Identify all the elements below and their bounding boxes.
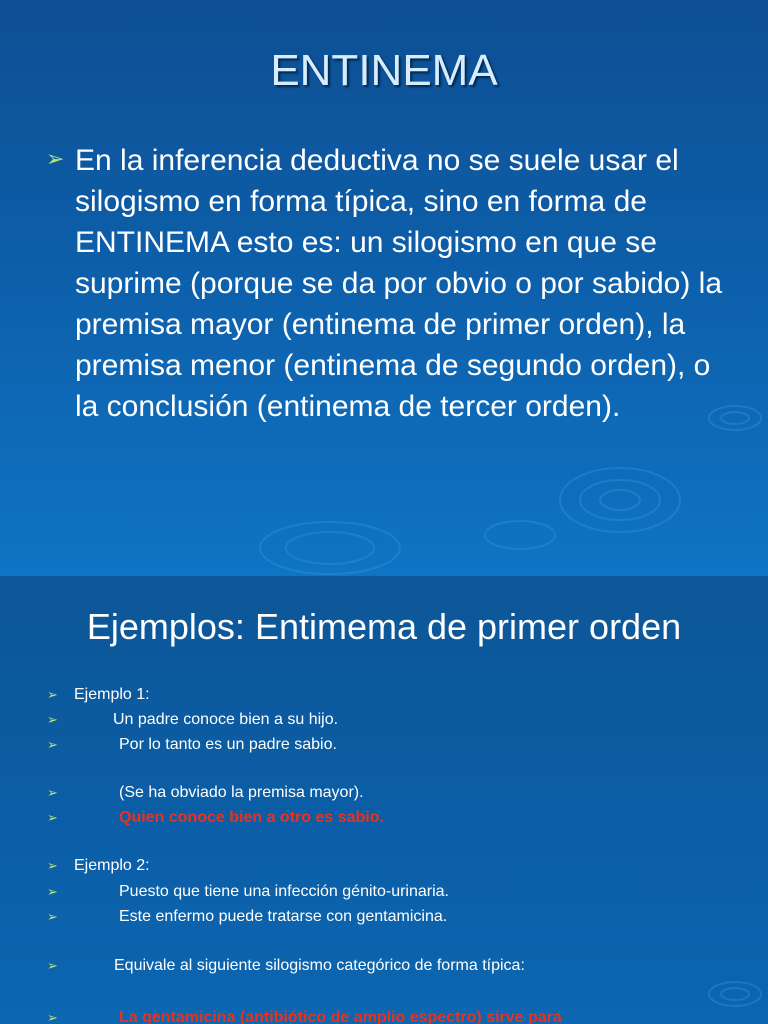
list-item-text: Por lo tanto es un padre sabio. [119, 736, 337, 753]
list-item [47, 806, 747, 830]
arrow-bullet-icon: ➢ [47, 1010, 58, 1024]
arrow-bullet-icon: ➢ [47, 810, 58, 825]
arrow-bullet-icon: ➢ [47, 737, 58, 752]
list-item-text-highlight: La gentamicina (antibiótico de amplio espectro) sirve para [119, 1009, 562, 1024]
main-bullet-text: En la inferencia deductiva no se suele usar el silogismo en forma típica, sino en forma de ENTINEMA esto es: un silogismo en que se suprime (porque se da por obvio o por sabido) la premisa mayor (entinema de primer orden), la premisa menor (entinema de segundo orden), o la conclusión (entinema de tercer orden). [75, 144, 723, 423]
arrow-bullet-icon: ➢ [47, 785, 58, 800]
arrow-bullet-icon: ➢ [47, 909, 58, 924]
arrow-bullet-icon: ➢ [47, 687, 58, 702]
list-item-text: Este enfermo puede tratarse con gentamicina. [119, 908, 448, 925]
list-item-text: Ejemplo 1: [74, 686, 150, 703]
slide-2-title: Ejemplos: Entimema de primer orden [86, 606, 682, 647]
arrow-bullet-icon: ➢ [47, 958, 58, 973]
list-item [47, 733, 747, 757]
list-item [47, 854, 747, 878]
list-item-text: (Se ha obviado la premisa mayor). [119, 784, 364, 801]
list-item [47, 708, 747, 732]
arrow-bullet-icon: ➢ [47, 884, 58, 899]
list-item-text: Ejemplo 2: [74, 857, 150, 874]
list-item [47, 954, 747, 978]
arrow-bullet-icon: ➢ [47, 712, 58, 727]
list-item [47, 683, 747, 707]
list-item [47, 781, 747, 805]
list-item [47, 905, 747, 929]
main-bullet [46, 140, 726, 427]
arrow-bullet-icon: ➢ [46, 146, 65, 171]
slide-2 [0, 576, 768, 1024]
list-item [47, 880, 747, 904]
list-item-text-highlight: Quien conoce bien a otro es sabio. [119, 809, 384, 826]
arrow-bullet-icon: ➢ [47, 858, 58, 873]
list-item-text: Puesto que tiene una infección génito-urinaria. [119, 883, 449, 900]
list-item-text: Un padre conoce bien a su hijo. [113, 711, 339, 728]
slide-1-title: ENTINEMA [270, 46, 498, 95]
list-item [47, 1006, 747, 1024]
examples-list [47, 683, 747, 1024]
list-item-text: Equivale al siguiente silogismo categórico de forma típica: [114, 957, 525, 974]
